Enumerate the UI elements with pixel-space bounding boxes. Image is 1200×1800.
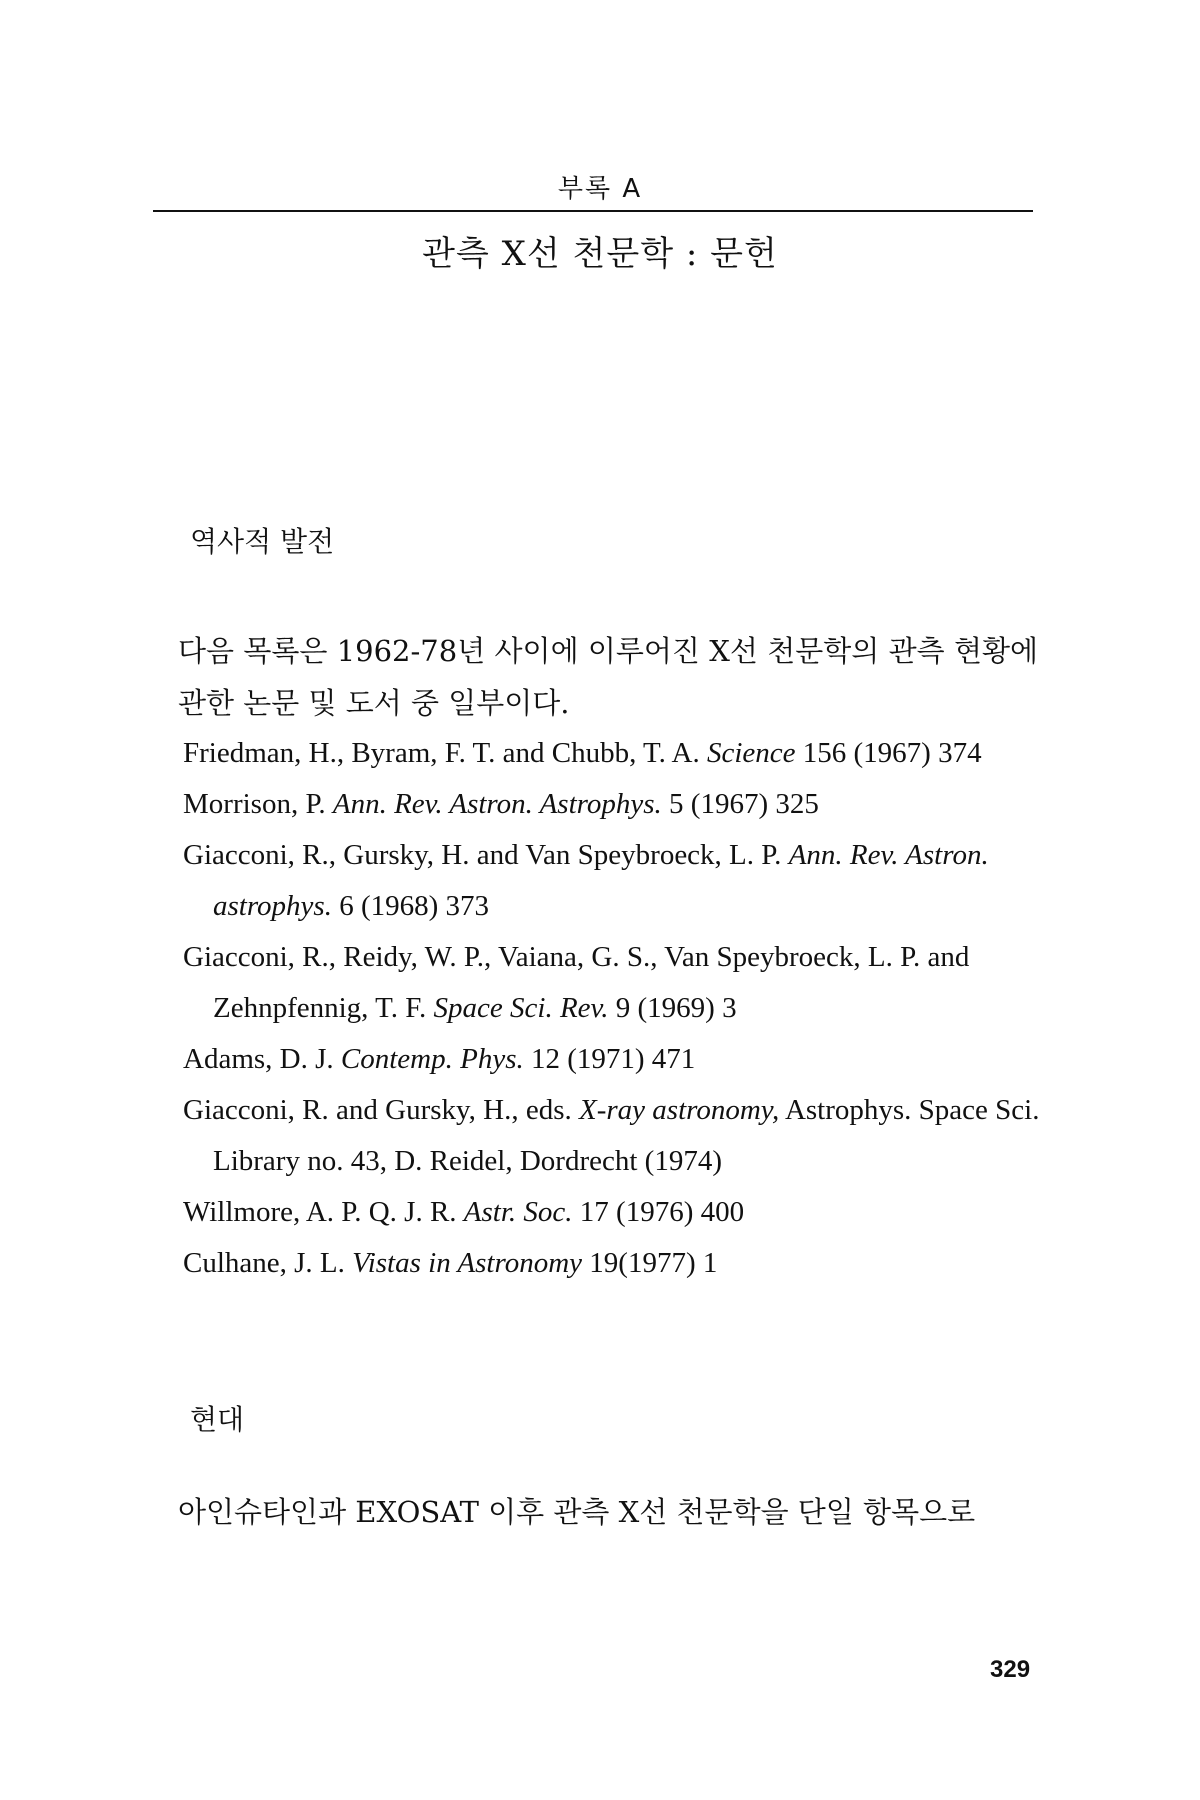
reference-item: Giacconi, R., Reidy, W. P., Vaiana, G. S., Van Speybroeck, L. P. and Zehnpfennig, T. F. Space Sci. Rev. 9 (1969) 3 <box>183 941 970 1024</box>
chapter-title: 관측 X선 천문학 : 문헌 <box>422 234 778 274</box>
page-number: 329 <box>990 1656 1031 1683</box>
section-heading-modern: 현대 <box>190 1403 245 1436</box>
reference-item: Giacconi, R., Gursky, H. and Van Speybroeck, L. P. Ann. Rev. Astron. astrophys. 6 (1968) 373 <box>183 839 989 922</box>
reference-item: Adams, D. J. Contemp. Phys. 12 (1971) 471 <box>183 1043 696 1075</box>
reference-list <box>183 728 1048 1289</box>
reference-item: Morrison, P. Ann. Rev. Astron. Astrophys. 5 (1967) 325 <box>183 788 819 820</box>
header-rule <box>153 210 1033 212</box>
history-intro-paragraph: 다음 목록은 1962-78년 사이에 이루어진 X선 천문학의 관측 현황에 관한 논문 및 도서 중 일부이다. <box>178 634 1038 720</box>
section-heading-history: 역사적 발전 <box>190 525 335 558</box>
appendix-label: 부록 A <box>557 174 643 204</box>
reference-item: Willmore, A. P. Q. J. R. Astr. Soc. 17 (1976) 400 <box>183 1196 745 1228</box>
reference-item: Giacconi, R. and Gursky, H., eds. X-ray astronomy, Astrophys. Space Sci. Library no. 43, D. Reidel, Dordrecht (1974) <box>183 1094 1040 1177</box>
modern-intro-paragraph: 아인슈타인과 EXOSAT 이후 관측 X선 천문학을 단일 항목으로 <box>178 1495 976 1529</box>
reference-item: Culhane, J. L. Vistas in Astronomy 19(1977) 1 <box>183 1247 718 1279</box>
reference-item: Friedman, H., Byram, F. T. and Chubb, T. A. Science 156 (1967) 374 <box>183 737 982 769</box>
